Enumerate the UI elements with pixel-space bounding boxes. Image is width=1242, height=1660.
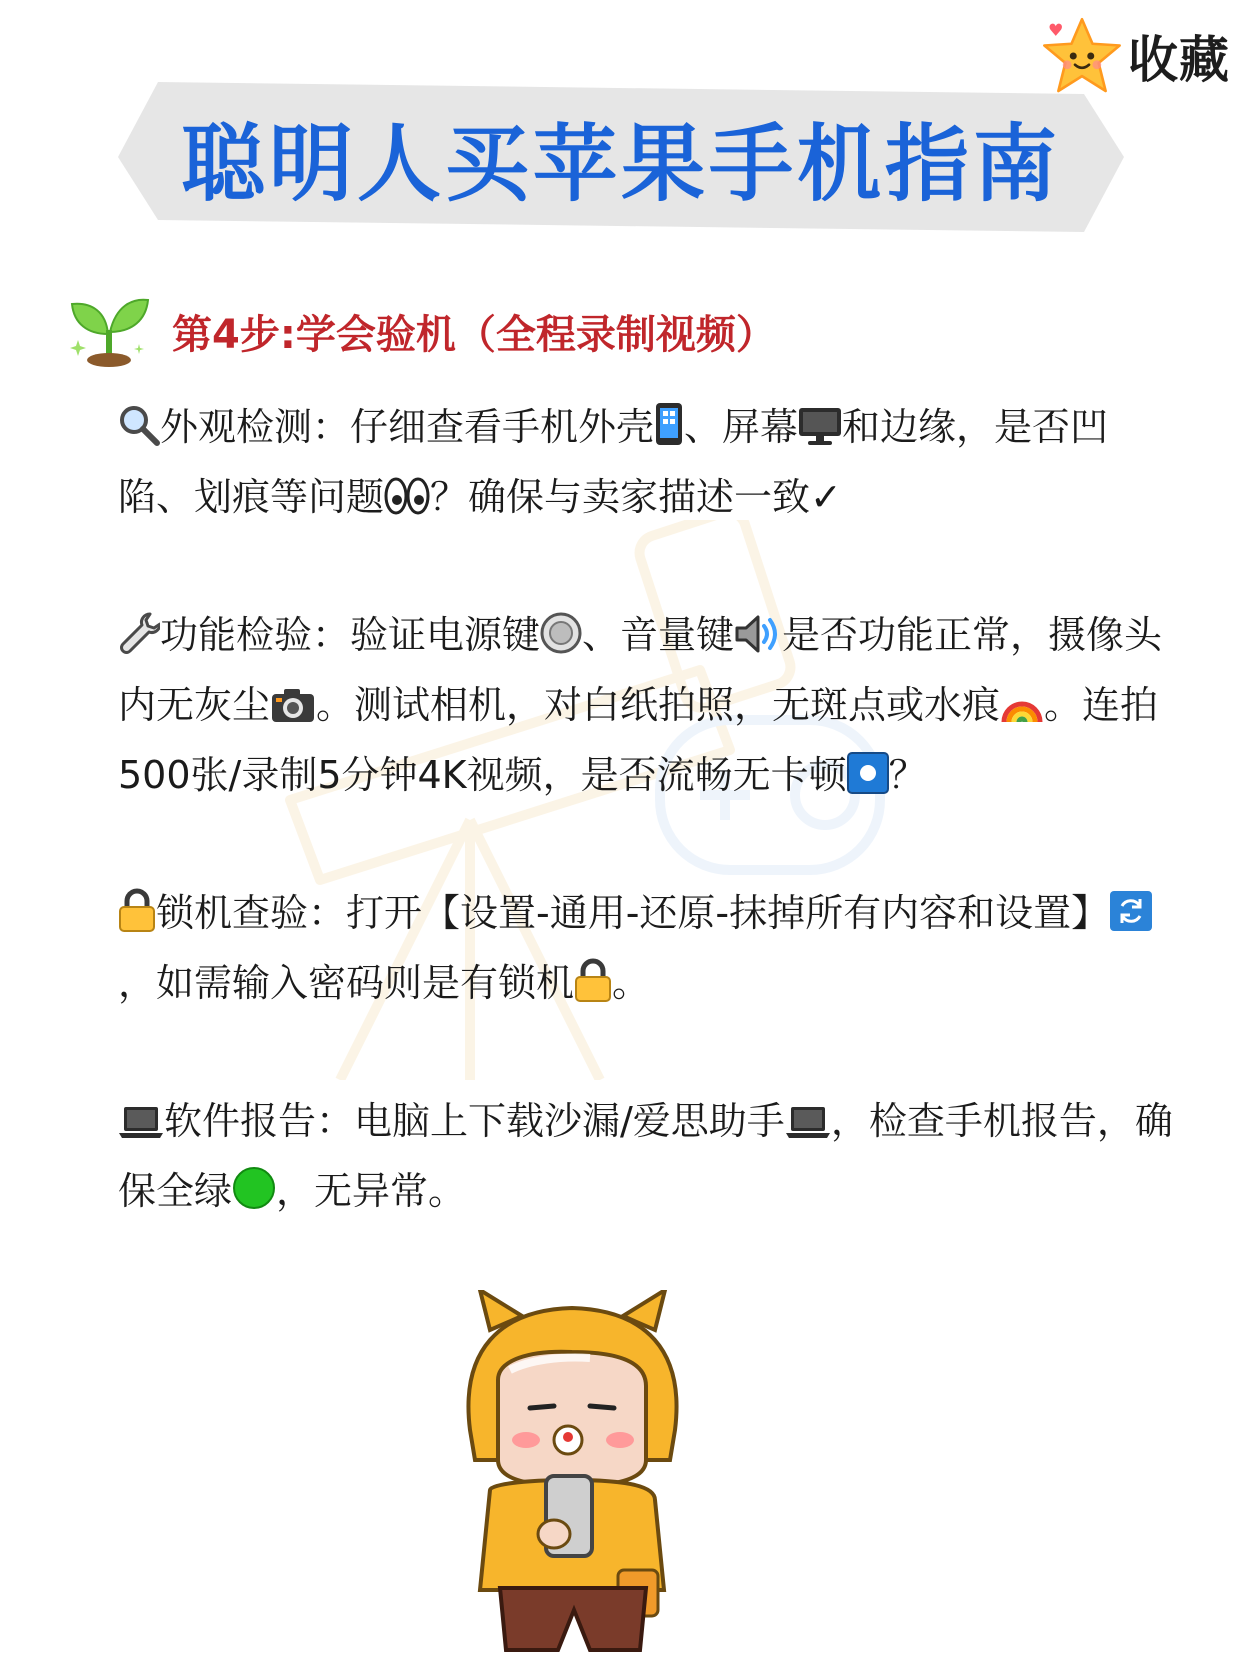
lock-text-3: 。 bbox=[612, 961, 651, 1005]
page-title: 聪明人买苹果手机指南 bbox=[180, 114, 1061, 213]
function-text-3: 是否功能正常，摄像头内无灰尘 bbox=[118, 613, 1163, 727]
cartoon-character-icon bbox=[450, 1290, 695, 1660]
laptop-icon bbox=[118, 1104, 164, 1140]
magnifier-icon bbox=[118, 404, 160, 446]
eyes-icon bbox=[384, 476, 430, 516]
sprout-icon bbox=[68, 294, 150, 368]
lock-text-2: ，如需输入密码则是有锁机 bbox=[118, 961, 575, 1005]
record-button-icon bbox=[847, 752, 889, 794]
appearance-text-2: 、屏幕 bbox=[684, 405, 799, 449]
section-software bbox=[118, 1086, 1180, 1226]
title-banner bbox=[118, 82, 1124, 232]
software-text-3: ，无异常。 bbox=[276, 1169, 467, 1213]
green-circle-icon bbox=[232, 1166, 276, 1210]
step-heading bbox=[68, 294, 776, 368]
function-text-1: 功能检验：验证电源键 bbox=[160, 613, 541, 657]
function-text-5: 。连拍500张/录制5分钟4K视频，是否流畅无卡顿 bbox=[118, 683, 1159, 797]
content bbox=[118, 392, 1180, 1294]
function-text-6: ？ bbox=[888, 753, 927, 797]
speaker-icon bbox=[734, 614, 782, 654]
function-text-4: 。测试相机，对白纸拍照，无斑点或水痕 bbox=[316, 683, 1001, 727]
lock-text-1: 锁机查验：打开【设置-通用-还原-抹掉所有内容和设置】 bbox=[156, 891, 1110, 935]
refresh-icon bbox=[1109, 890, 1153, 932]
desktop-computer-icon bbox=[798, 406, 842, 446]
mobile-phone-icon bbox=[654, 402, 684, 446]
rainbow-icon bbox=[1000, 684, 1044, 724]
step-title: 第4步:学会验机（全程录制视频） bbox=[172, 311, 776, 358]
appearance-text-1: 外观检测：仔细查看手机外壳 bbox=[160, 405, 655, 449]
section-function bbox=[118, 600, 1180, 810]
camera-icon bbox=[270, 686, 316, 724]
section-lock bbox=[118, 878, 1180, 1018]
wrench-icon bbox=[118, 612, 160, 654]
section-appearance bbox=[118, 392, 1180, 532]
software-text-1: 软件报告：电脑上下载沙漏/爱思助手 bbox=[164, 1099, 785, 1143]
favorite-label: 收藏 bbox=[1128, 31, 1230, 89]
appearance-text-4: ？确保与卖家描述一致✓ bbox=[430, 475, 842, 519]
appearance-text-3: 和边缘，是否凹陷、划痕等问题 bbox=[118, 405, 1109, 519]
radio-button-icon bbox=[540, 612, 582, 654]
lock-icon bbox=[118, 888, 156, 932]
laptop-icon bbox=[785, 1104, 831, 1140]
lock-icon bbox=[574, 958, 612, 1002]
software-text-2: ，检查手机报告，确保全绿 bbox=[118, 1099, 1173, 1213]
function-text-2: 、音量键 bbox=[582, 613, 735, 657]
